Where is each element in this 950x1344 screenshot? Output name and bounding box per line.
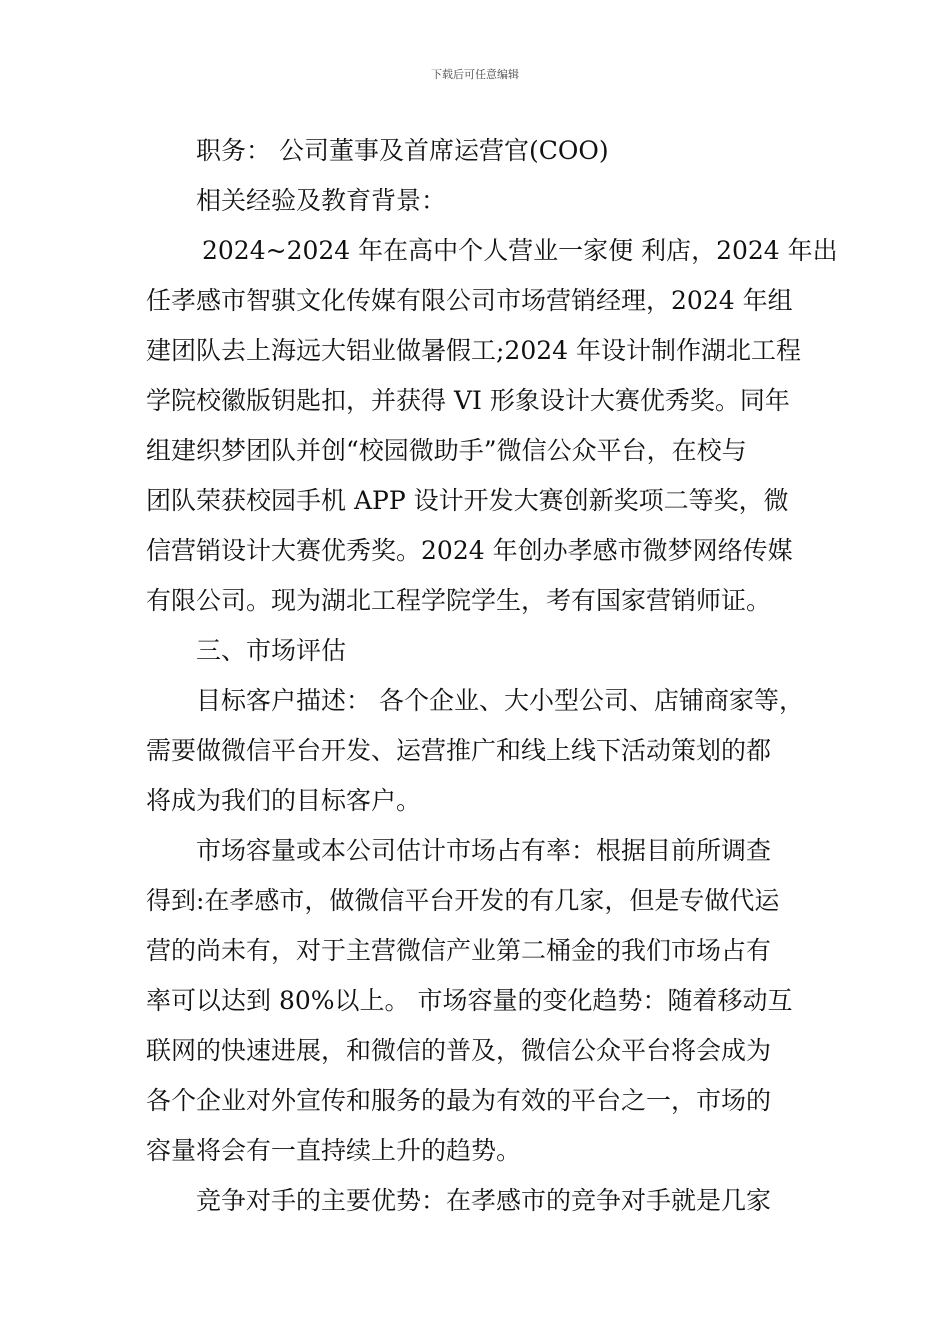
document-body bbox=[146, 126, 838, 1226]
text-line: 有限公司。现为湖北工程学院学生，考有国家营销师证。 bbox=[146, 586, 772, 615]
text-line: 各个企业对外宣传和服务的最为有效的平台之一，市场的 bbox=[146, 1086, 772, 1115]
text-line: 信营销设计大赛优秀奖。2024 年创办孝感市微梦网络传媒 bbox=[146, 536, 793, 565]
text-line: 容量将会有一直持续上升的趋势。 bbox=[146, 1136, 522, 1165]
text-line-position: 职务： 公司董事及首席运营官(COO) bbox=[196, 136, 609, 165]
text-line: 联网的快速进展，和微信的普及，微信公众平台将会成为 bbox=[146, 1036, 772, 1065]
text-line: 任孝感市智骐文化传媒有限公司市场营销经理，2024 年组 bbox=[146, 286, 793, 315]
text-line: 2024~2024 年在高中个人营业一家便 利店，2024 年出 bbox=[202, 236, 838, 265]
text-line: 营的尚未有，对于主营微信产业第二桶金的我们市场占有 bbox=[146, 936, 772, 965]
text-line: 目标客户描述： 各个企业、大小型公司、店铺商家等， bbox=[196, 686, 804, 715]
text-line: 市场容量或本公司估计市场占有率：根据目前所调查 bbox=[196, 836, 772, 865]
section-heading-market: 三、市场评估 bbox=[196, 636, 347, 665]
text-line: 组建织梦团队并创“校园微助手”微信公众平台，在校与 bbox=[146, 436, 747, 465]
text-line: 竞争对手的主要优势：在孝感市的竞争对手就是几家 bbox=[196, 1186, 772, 1215]
text-line: 学院校徽版钥匙扣，并获得 VI 形象设计大赛优秀奖。同年 bbox=[146, 386, 790, 415]
header-note: 下载后可任意编辑 bbox=[431, 68, 519, 81]
text-line: 需要做微信平台开发、运营推广和线上线下活动策划的都 bbox=[146, 736, 772, 765]
text-line-experience-heading: 相关经验及教育背景： bbox=[196, 186, 447, 215]
text-line: 率可以达到 80%以上。 市场容量的变化趋势：随着移动互 bbox=[146, 986, 793, 1015]
text-line: 得到:在孝感市，做微信平台开发的有几家，但是专做代运 bbox=[146, 886, 780, 915]
text-line: 团队荣获校园手机 APP 设计开发大赛创新奖项二等奖，微 bbox=[146, 486, 789, 515]
text-line: 建团队去上海远大铝业做暑假工;2024 年设计制作湖北工程 bbox=[146, 336, 801, 365]
text-line: 将成为我们的目标客户。 bbox=[146, 786, 422, 815]
